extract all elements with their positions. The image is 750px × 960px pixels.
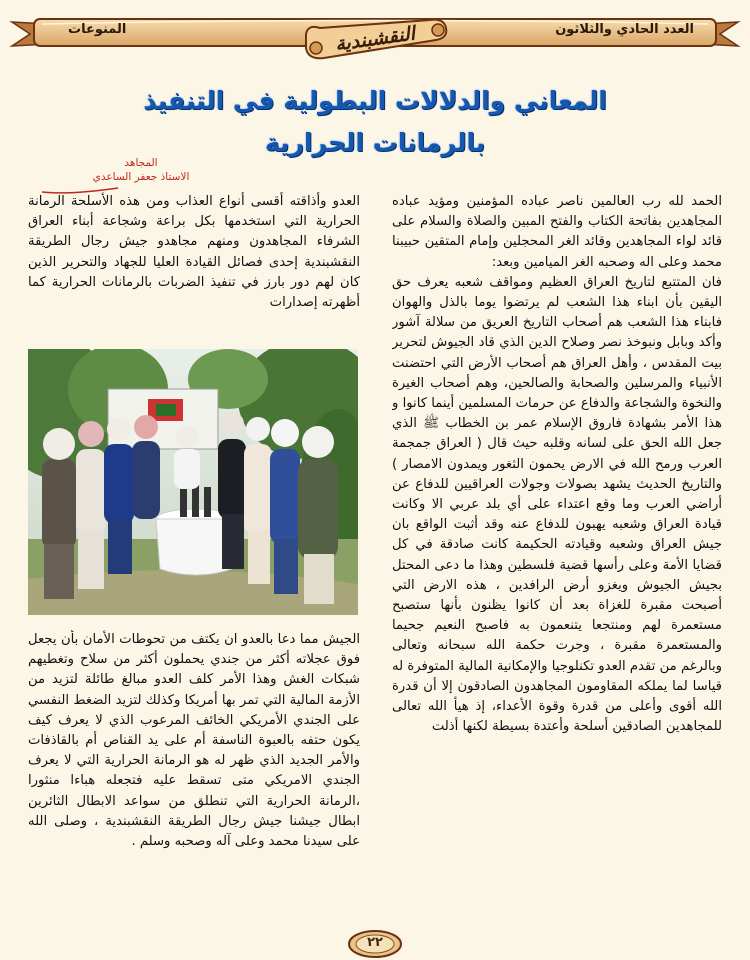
article-paragraph: الحمد لله رب العالمين ناصر عباده المؤمنين ومؤيد عباده المجاهدين بفاتحة الكتاب والفتح المبين والصلاة والسلام على قائد لواء المجاهدين وقائد الغر المحجلين وإمام المتقين حبيبنا محمد وعلى اله وصحبه الغر الميامين وبعد: bbox=[392, 194, 722, 270]
issue-label: العدد الحادي والثلاثون bbox=[555, 22, 694, 37]
author-name: الاستاذ جعفر الساعدي bbox=[92, 171, 190, 183]
group-photo bbox=[28, 349, 358, 615]
magazine-name: النقشبندية bbox=[333, 22, 417, 56]
article-column-left-top bbox=[28, 192, 360, 340]
article-paragraph: فان المتتبع لتاريخ العراق العظيم ومواقف شعبه يعرف حق اليقين بأن ابناء هذا الشعب لم يرتضوا يوما بالذل والهوان فابناء هذا الشعب هم أصحاب التاريخ العريق من سلالة آشور وأكد وبابل ونبوخذ نصر وصلاح الدين الذي قاد الجيوش لتحرير بيت المقدس ، وأهل العراق هم أصحاب الأرض التي احتضنت الأنبياء والمرسلين والصحابة والصالحين، وهم أصحاب الغيرة والنخوة والشجاعة والدفاع عن حرمات المسلمين أينما كانوا و هذا الأمر بشهادة فاروق الإسلام عمر بن الخطاب ﷺ الذي جعل الله الحق على لسانه وقلبه حيث قال ( العراق جمجمة العرب ورمح الله في الارض يحمون الثغور ويمدون الامصار ) والتاريخ الحديث يشهد بصولات وجولات العراقيين للدفاع عن أراضي العرب وما وقع اعتداء على أي بلد عربي الا وكانت قيادة العراق وشعبه يهبون للدفاع عنه وقد أثبت الواقع بان جيش العراق وشعبه وقيادته الحكيمة كانت صادقة في كل قضايا الأمة وعلى رأسها قضية فلسطين وهذا ما دعى المحتل بجيش الجيوش ويغزو أرض الرافدين ، هذه الارض التي أصبحت مقبرة للغزاة بعد أن كانوا يظنون بأنها ستصبح مستعمرة لهم ومنتجعا يتنعمون به فاصبح النعيم جحيما والمستعمرة مقبرة ، وجرت حكمة الله سبحانه وتعالى وبالرغم من تقدم العدو تكنلوجيا والإمكانية المالية المتوفرة له قياسا لما يملكه المقاومون المجاهدون الصادقون إلا أن قدرة الله أقوى وأعلى من قدرة وقوة الأعداء، إذ هيأ الله تعالى للمجاهدين الصادقين أسلحة وأعتدة بسيطة لكنها أذلت bbox=[392, 274, 722, 735]
magazine-scroll-badge bbox=[300, 18, 450, 64]
page-number-badge bbox=[347, 928, 403, 958]
article-paragraph: الجيش مما دعا بالعدو ان يكتف من تحوطات الأمان بأن يجعل فوق عجلاته أكثر من جندي يحملون أكثر من سلاح وتغطيهم شبكات الغش وهذا الأمر كلف العدو مبالغ طائلة لتزيد من الأزمة المالية التي تمر بها أمريكا وكذلك لتزيد الضغط النفسي على الجندي الأمريكي الخائف المرعوب الذي لا يعرف كيف يكون حتفه بالعبوة الناسفة أم على يد القناص أم بالقاذفات والأمر الجديد الذي ظهر له هو الرمانة الحرارية التي لا يعرف الجندي الامريكي متى تسقط عليه فتجعله هباءا منثورا ،الرمانة الحرارية التي تنطلق من سواعد الابطال الثائرين ابطال جيشنا جيش رجال الطريقة النقشبندية ، وصلى الله على سيدنا محمد وعلى آله وصحبه وسلم . bbox=[28, 632, 360, 850]
page-number: ٢٢ bbox=[367, 935, 383, 950]
headline-line-2: بالرمانات الحرارية bbox=[264, 128, 486, 157]
article-column-right bbox=[392, 192, 722, 936]
article-paragraph: العدو وأذاقته أقسى أنواع العذاب ومن هذه الأسلحة الرمانة الحرارية التي استخدمها بكل براعة وشجاعة أبناء العراق الشرفاء المجاهدون ومنهم مجاهدو جيش رجال الطريقة النقشبندية إحدى فصائل القيادة العليا للجهاد والتحرير الذين كان لهم دور بارز في تنفيذ الضربات بالرمانات الحرارية كما أظهرته إصدارات bbox=[28, 194, 360, 311]
photo-illustration bbox=[28, 349, 358, 615]
author-title: المجاهد bbox=[124, 157, 158, 169]
article-column-left-bottom bbox=[28, 630, 360, 938]
headline-line-1: المعاني والدلالات البطولية في التنفيذ bbox=[143, 86, 607, 115]
section-label: المنوعات bbox=[68, 22, 127, 37]
author-credit bbox=[86, 156, 196, 184]
